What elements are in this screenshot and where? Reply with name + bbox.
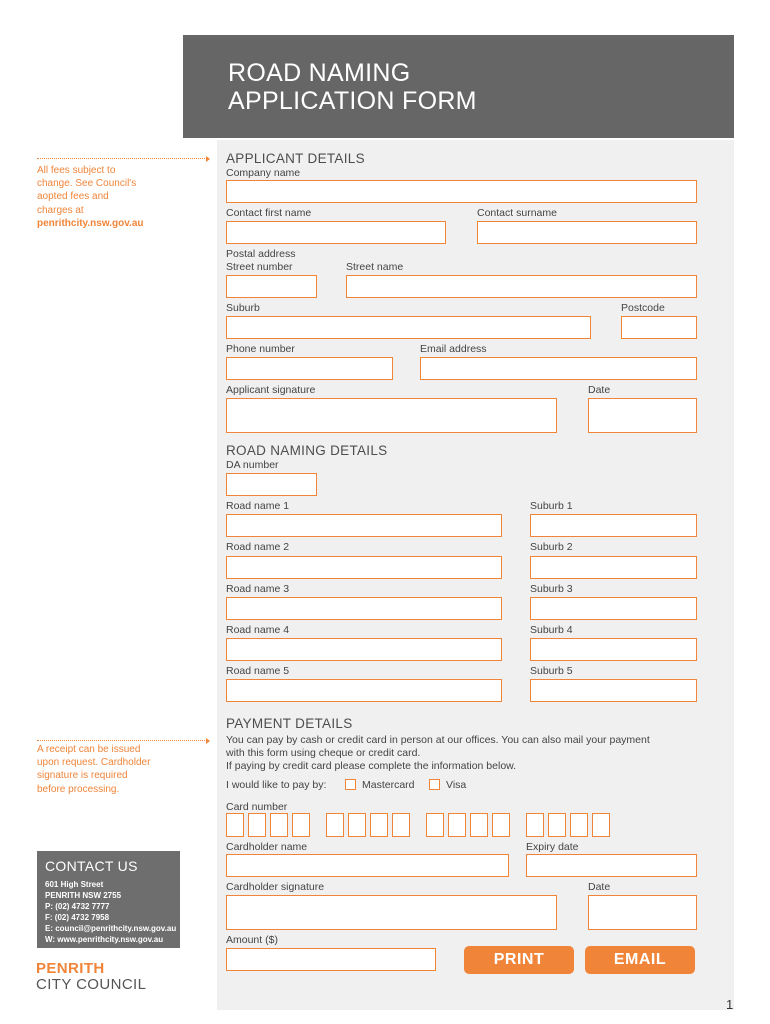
amount-field[interactable] xyxy=(226,948,436,971)
road-name-1-label: Road name 1 xyxy=(226,500,290,512)
card-digit-box[interactable] xyxy=(570,813,588,837)
header-banner xyxy=(183,35,734,138)
cardholder-name-field[interactable] xyxy=(226,854,509,877)
phone-number-label: Phone number xyxy=(226,343,295,355)
street-name-label: Street name xyxy=(346,261,404,273)
road-name-5-field[interactable] xyxy=(226,679,502,702)
email-address-field[interactable] xyxy=(420,357,697,380)
card-digit-box[interactable] xyxy=(326,813,344,837)
suburb-field[interactable] xyxy=(226,316,591,339)
road-name-2-label: Road name 2 xyxy=(226,541,290,553)
note-leader-line xyxy=(37,740,205,741)
contact-surname-label: Contact surname xyxy=(477,207,557,219)
applicant-signature-label: Applicant signature xyxy=(226,384,316,396)
mastercard-checkbox[interactable] xyxy=(345,779,356,790)
road-name-4-label: Road name 4 xyxy=(226,624,290,636)
visa-checkbox[interactable] xyxy=(429,779,440,790)
applicant-date-field[interactable] xyxy=(588,398,697,433)
payment-heading: PAYMENT DETAILS xyxy=(226,716,353,731)
road-name-5-label: Road name 5 xyxy=(226,665,290,677)
applicant-date-label: Date xyxy=(588,384,611,396)
payment-date-label: Date xyxy=(588,881,611,893)
da-number-field[interactable] xyxy=(226,473,317,496)
suburb-4-label: Suburb 4 xyxy=(530,624,573,636)
card-digit-box[interactable] xyxy=(448,813,466,837)
road-name-3-label: Road name 3 xyxy=(226,583,290,595)
cardholder-signature-field[interactable] xyxy=(226,895,557,930)
card-digit-box[interactable] xyxy=(248,813,266,837)
print-button[interactable]: PRINT xyxy=(464,946,574,974)
suburb-4-field[interactable] xyxy=(530,638,697,661)
logo-penrith: PENRITH xyxy=(36,960,105,977)
card-digit-box[interactable] xyxy=(270,813,288,837)
card-digit-box[interactable] xyxy=(548,813,566,837)
page-number: 1 xyxy=(726,997,734,1012)
contact-web-line[interactable]: W: www.penrithcity.nsw.gov.au xyxy=(45,935,164,944)
contact-first-name-field[interactable] xyxy=(226,221,446,244)
card-digit-box[interactable] xyxy=(392,813,410,837)
card-digit-box[interactable] xyxy=(348,813,366,837)
card-digit-box[interactable] xyxy=(426,813,444,837)
contact-surname-field[interactable] xyxy=(477,221,697,244)
logo-city-council: CITY COUNCIL xyxy=(36,976,147,993)
contact-email-line[interactable]: E: council@penrithcity.nsw.gov.au xyxy=(45,924,177,933)
applicant-signature-field[interactable] xyxy=(226,398,557,433)
suburb-1-field[interactable] xyxy=(530,514,697,537)
contact-phone-line: P: (02) 4732 7777 xyxy=(45,902,110,911)
company-name-label: Company name xyxy=(226,167,301,179)
email-address-label: Email address xyxy=(420,343,487,355)
road-naming-heading: ROAD NAMING DETAILS xyxy=(226,443,388,458)
suburb-2-field[interactable] xyxy=(530,556,697,579)
payment-date-field[interactable] xyxy=(588,895,697,930)
fees-link[interactable]: penrithcity.nsw.gov.au xyxy=(37,217,144,229)
card-digit-box[interactable] xyxy=(592,813,610,837)
road-name-3-field[interactable] xyxy=(226,597,502,620)
card-digit-box[interactable] xyxy=(370,813,388,837)
cardholder-name-label: Cardholder name xyxy=(226,841,308,853)
suburb-3-field[interactable] xyxy=(530,597,697,620)
visa-label: Visa xyxy=(446,779,467,791)
form-title-line1: ROAD NAMING xyxy=(228,59,411,87)
applicant-heading: APPLICANT DETAILS xyxy=(226,151,365,166)
cardholder-signature-label: Cardholder signature xyxy=(226,881,325,893)
card-number-label: Card number xyxy=(226,801,288,813)
road-name-2-field[interactable] xyxy=(226,556,502,579)
suburb-5-field[interactable] xyxy=(530,679,697,702)
card-digit-box[interactable] xyxy=(526,813,544,837)
contact-address-line: 601 High Street xyxy=(45,880,104,889)
road-name-4-field[interactable] xyxy=(226,638,502,661)
expiry-date-label: Expiry date xyxy=(526,841,579,853)
expiry-date-field[interactable] xyxy=(526,854,697,877)
contact-city-line: PENRITH NSW 2755 xyxy=(45,891,122,900)
postcode-label: Postcode xyxy=(621,302,665,314)
contact-heading: CONTACT US xyxy=(45,858,138,874)
company-name-field[interactable] xyxy=(226,180,697,203)
postcode-field[interactable] xyxy=(621,316,697,339)
suburb-2-label: Suburb 2 xyxy=(530,541,573,553)
street-name-field[interactable] xyxy=(346,275,697,298)
phone-number-field[interactable] xyxy=(226,357,393,380)
arrow-right-icon xyxy=(206,156,210,162)
form-title-line2: APPLICATION FORM xyxy=(228,87,477,115)
arrow-right-icon xyxy=(206,738,210,744)
mastercard-label: Mastercard xyxy=(362,779,415,791)
card-digit-box[interactable] xyxy=(492,813,510,837)
contact-box xyxy=(37,851,180,948)
email-button[interactable]: EMAIL xyxy=(585,946,695,974)
card-digit-box[interactable] xyxy=(470,813,488,837)
fees-note: All fees subject to change. See Council's aopted fees and charges at penrithcity.nsw.gov.au xyxy=(37,165,144,229)
postal-address-label: Postal address xyxy=(226,248,296,260)
street-number-field[interactable] xyxy=(226,275,317,298)
card-digit-box[interactable] xyxy=(226,813,244,837)
road-name-1-field[interactable] xyxy=(226,514,502,537)
suburb-1-label: Suburb 1 xyxy=(530,500,573,512)
street-number-label: Street number xyxy=(226,261,293,273)
da-number-label: DA number xyxy=(226,459,279,471)
contact-fax-line: F: (02) 4732 7958 xyxy=(45,913,110,922)
note-leader-line xyxy=(37,158,205,159)
contact-first-name-label: Contact first name xyxy=(226,207,312,219)
receipt-note: A receipt can be issued upon request. Cardholder signature is required before processing. xyxy=(37,744,151,795)
suburb-5-label: Suburb 5 xyxy=(530,665,573,677)
amount-label: Amount ($) xyxy=(226,934,278,946)
pay-by-label: I would like to pay by: xyxy=(226,779,327,791)
payment-intro: You can pay by cash or credit card in person at our offices. You can also mail your payment with this form using cheque or credit card. If paying by credit card please complete the information below. xyxy=(226,734,650,772)
card-digit-box[interactable] xyxy=(292,813,310,837)
suburb-3-label: Suburb 3 xyxy=(530,583,573,595)
suburb-label: Suburb xyxy=(226,302,260,314)
